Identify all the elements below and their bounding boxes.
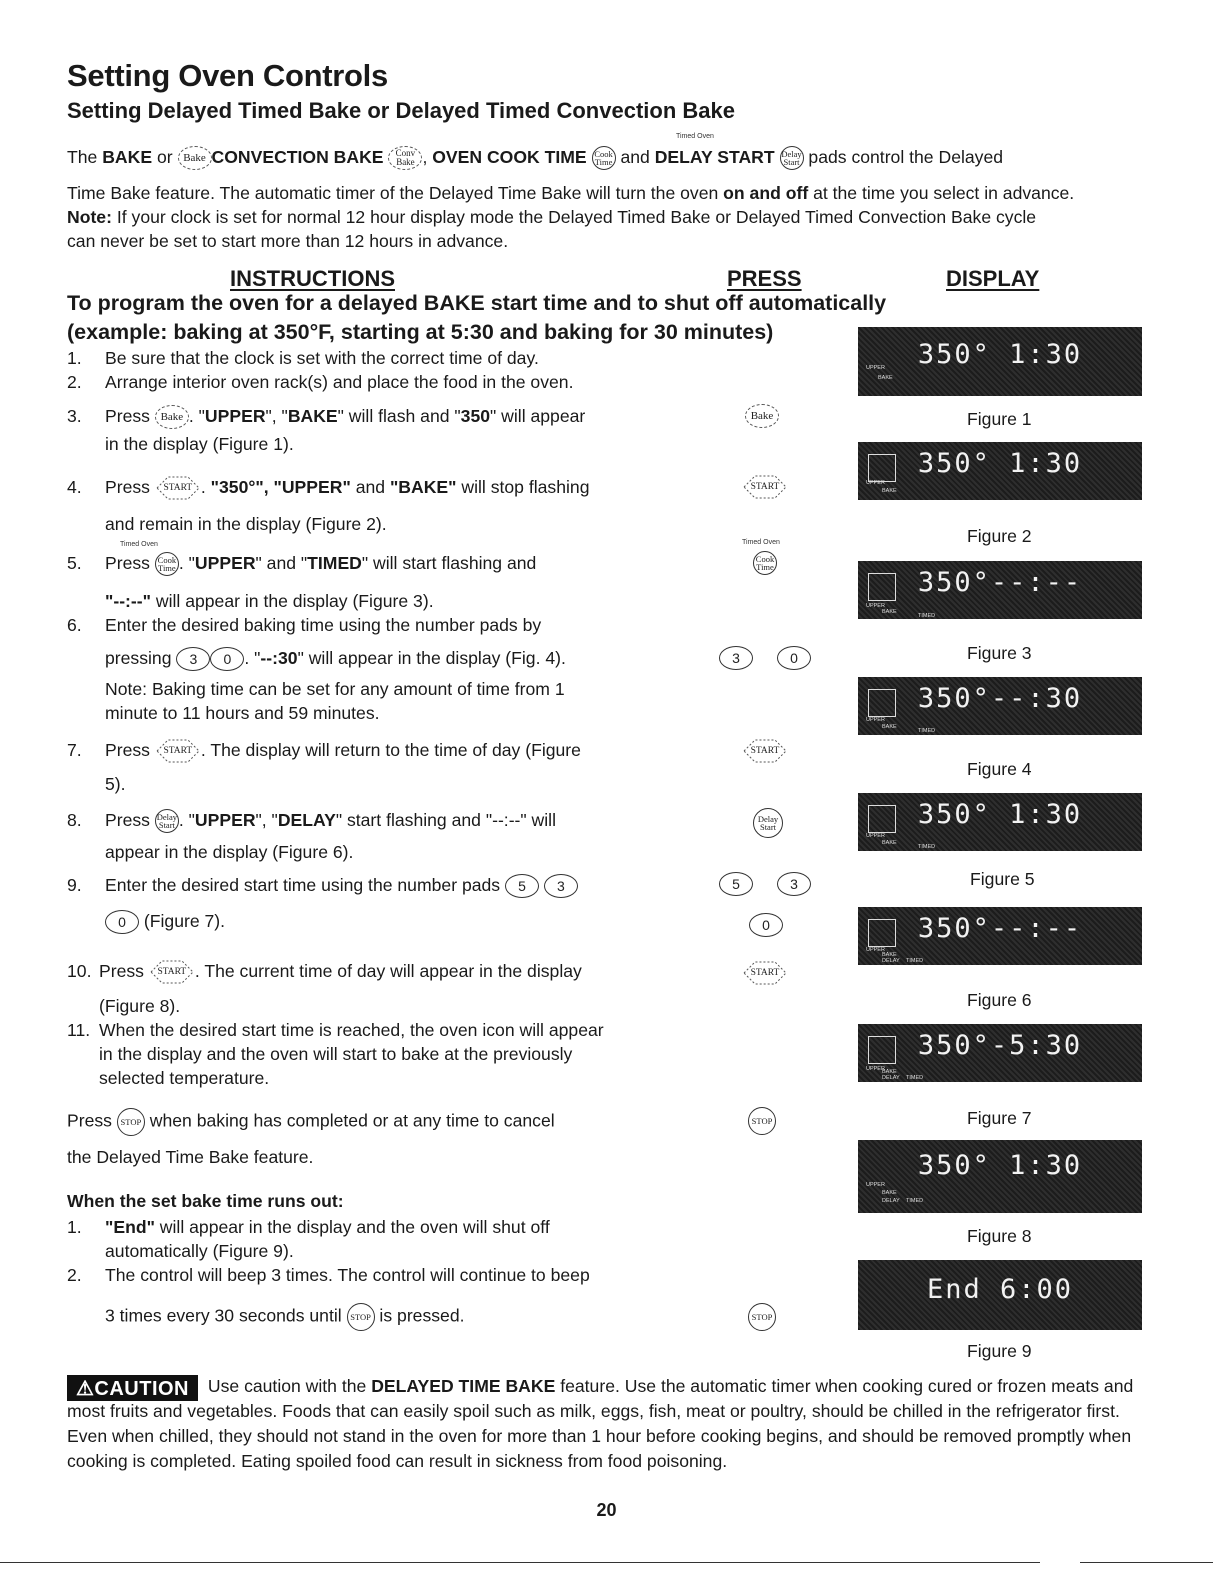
step-5-cont: "--:--" will appear in the display (Figure 3). [105, 591, 434, 611]
intro-line-2: Time Bake feature. The automatic timer of the Delayed Time Bake will turn the oven on and off at the time you select in advance. [67, 183, 1075, 203]
number-pad-3-icon: 3 [544, 874, 578, 898]
caution-paragraph: Use caution with the DELAYED TIME BAKE feature. Use the automatic timer when cooking cured or frozen meats and most fruits and vegetables. Foods that can easily spoil such as milk, eggs, fish, meat or poultry, should be chilled in the refrigerator first. Even when chilled, they should not stand in the oven for more than 1 hour before cooking begins, and should be removed promptly when cooking is completed. Eating spoiled food can result in sickness from food poisoning. [67, 1376, 1134, 1471]
step-10-cont: (Figure 8). [99, 996, 181, 1016]
delay-start-pad-icon: Delay Start [155, 809, 179, 833]
figure-8-caption: Figure 8 [967, 1226, 1032, 1246]
stop-paragraph: Press STOP when baking has completed or at any time to cancel [67, 1108, 555, 1136]
step-8-cont: appear in the display (Figure 6). [105, 842, 354, 862]
start-pad-icon: START [742, 474, 788, 500]
stop-pad-icon: STOP [117, 1108, 145, 1136]
press-heading: PRESS [727, 266, 802, 291]
step-6-note-2: minute to 11 hours and 59 minutes. [105, 703, 380, 723]
step-11-cont: in the display and the oven will start to bake at the previously [99, 1044, 573, 1064]
timed-oven-label: Timed Oven [120, 541, 158, 548]
step-9-cont: 0 (Figure 7). [105, 909, 225, 934]
number-pad-3-icon: 3 [719, 646, 753, 670]
number-pad-0-icon: 0 [749, 913, 783, 937]
oven-display-figure-2: 350° 1:30 UPPER BAKE [858, 442, 1142, 500]
caution-badge: ⚠CAUTION [67, 1375, 198, 1401]
number-pad-5-icon: 5 [719, 872, 753, 896]
figure-1-caption: Figure 1 [967, 409, 1032, 429]
delay-start-pad-icon: Delay Start [780, 146, 804, 170]
start-pad-icon: START [742, 960, 788, 986]
stop-pad-icon: STOP [347, 1303, 375, 1331]
instructions-heading: INSTRUCTIONS [230, 266, 395, 291]
bake-pad-icon: Bake [745, 404, 779, 428]
start-pad-icon: START [155, 475, 201, 501]
oven-display-figure-5: 350° 1:30 UPPER BAKE TIMED [858, 793, 1142, 851]
page-number: 20 [596, 1500, 617, 1520]
intro-line-4: can never be set to start more than 12 hours in advance. [67, 231, 509, 251]
start-pad-icon: START [149, 959, 195, 985]
number-pad-5-icon: 5 [505, 874, 539, 898]
step-6-note-1: Note: Baking time can be set for any amount of time from 1 [105, 679, 565, 699]
number-pad-0-icon: 0 [777, 646, 811, 670]
step-3-cont: in the display (Figure 1). [105, 434, 294, 454]
section-subtitle: Setting Delayed Timed Bake or Delayed Timed Convection Bake [67, 98, 735, 123]
timed-oven-label: Timed Oven [742, 539, 780, 546]
cook-time-pad-icon: Cook Time [592, 146, 616, 170]
intro-line-3: Note: If your clock is set for normal 12 hour display mode the Delayed Timed Bake or Delayed Timed Convection Bake cycle [67, 207, 1037, 227]
figure-4-caption: Figure 4 [967, 759, 1032, 779]
footer-rule [1080, 1562, 1213, 1563]
timed-oven-label: Timed Oven [676, 133, 714, 140]
oven-display-figure-1: 350° 1:30 UPPER BAKE [858, 327, 1142, 396]
oven-display-figure-4: 350°--:30 UPPER BAKE TIMED [858, 677, 1142, 735]
footer-rule [0, 1562, 1040, 1563]
number-pad-3-icon: 3 [176, 647, 210, 671]
figure-2-caption: Figure 2 [967, 526, 1032, 546]
step-7-cont: 5). [105, 774, 126, 794]
oven-display-figure-7: 350°-5:30 UPPER BAKE DELAY TIMED [858, 1024, 1142, 1082]
figure-9-caption: Figure 9 [967, 1341, 1032, 1361]
runs-out-step-2-cont: 3 times every 30 seconds until STOP is pressed. [105, 1303, 465, 1331]
number-pad-3-icon: 3 [777, 872, 811, 896]
cook-time-pad-icon: Cook Time [753, 551, 777, 575]
cook-time-pad-icon: Cook Time [155, 552, 179, 576]
oven-display-figure-9: End 6:00 [858, 1260, 1142, 1330]
stop-paragraph-line-2: the Delayed Time Bake feature. [67, 1147, 314, 1167]
start-pad-icon: START [155, 738, 201, 764]
oven-display-figure-3: 350°--:-- UPPER BAKE TIMED [858, 561, 1142, 619]
page-title: Setting Oven Controls [67, 58, 388, 93]
runs-out-heading: When the set bake time runs out: [67, 1191, 344, 1211]
figure-5-caption: Figure 5 [970, 869, 1035, 889]
step-6-cont: pressing 3 0 . "--:30" will appear in the display (Fig. 4). [105, 646, 566, 671]
number-pad-0-icon: 0 [210, 647, 244, 671]
program-heading-line-2: (example: baking at 350°F, starting at 5:30 and baking for 30 minutes) [67, 320, 774, 344]
oven-display-figure-8: 350° 1:30 UPPER BAKE DELAY TIMED [858, 1140, 1142, 1213]
number-pad-0-icon: 0 [105, 910, 139, 934]
conv-bake-pad-icon: Conv Bake [388, 146, 422, 170]
runs-out-step-1-cont: automatically (Figure 9). [105, 1241, 294, 1261]
step-4-cont: and remain in the display (Figure 2). [105, 514, 387, 534]
delay-start-pad-icon: Delay Start [753, 808, 783, 838]
stop-pad-icon: STOP [748, 1107, 776, 1135]
figure-6-caption: Figure 6 [967, 990, 1032, 1010]
start-pad-icon: START [742, 738, 788, 764]
bake-pad-icon: Bake [155, 405, 189, 429]
figure-3-caption: Figure 3 [967, 643, 1032, 663]
step-11-cont-2: selected temperature. [99, 1068, 270, 1088]
program-heading-line-1: To program the oven for a delayed BAKE start time and to shut off automatically [67, 291, 887, 315]
intro-line-1: The BAKE or Bake CONVECTION BAKE Conv Bake , OVEN COOK TIME Cook Time and DELAY START Delay Start pads control the Delayed [67, 145, 1147, 170]
figure-7-caption: Figure 7 [967, 1108, 1032, 1128]
display-heading: DISPLAY [946, 266, 1040, 291]
stop-pad-icon: STOP [748, 1303, 776, 1331]
bake-pad-icon: Bake [178, 146, 212, 170]
oven-display-figure-6: 350°--:-- UPPER BAKE DELAY TIMED [858, 907, 1142, 965]
